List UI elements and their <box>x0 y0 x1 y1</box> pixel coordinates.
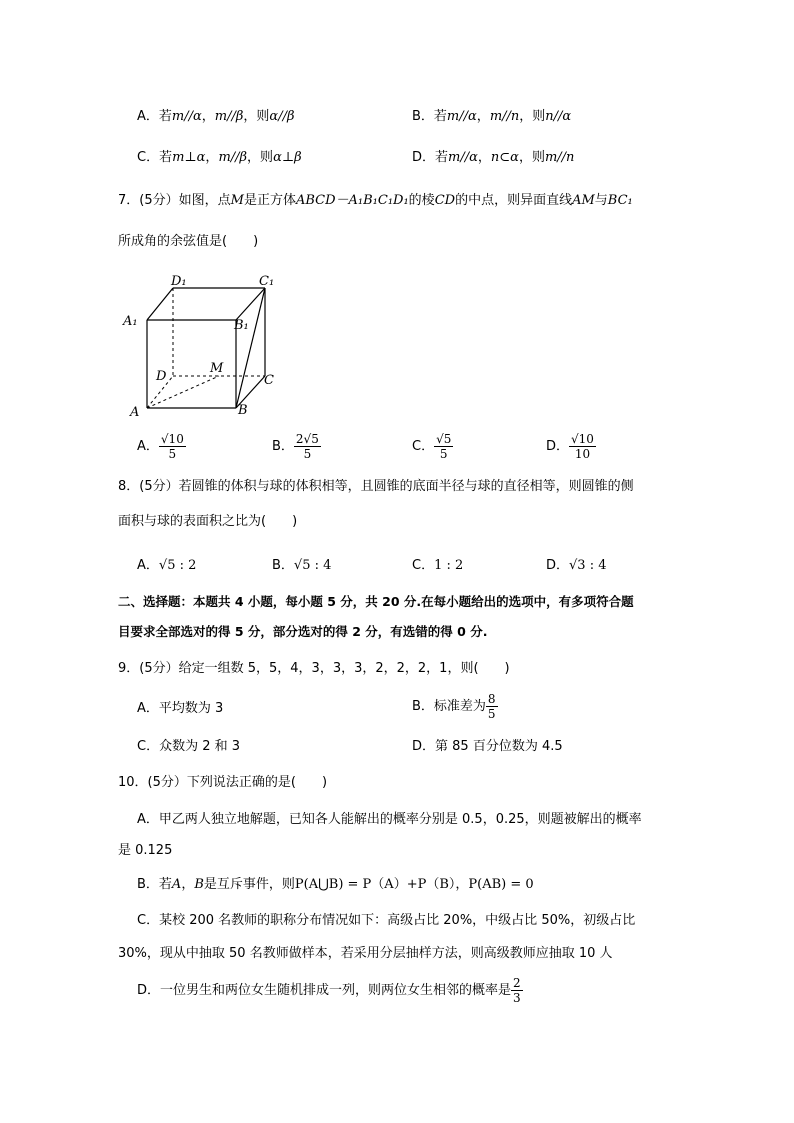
option-value: √5 : 2 <box>158 558 197 573</box>
q9-option-a: A．平均数为 3 <box>137 701 224 716</box>
numerator: 2√5 <box>295 432 319 446</box>
label-d: D <box>156 369 167 384</box>
q10-option-c-line2: 30%，现从中抽取 50 名教师做样本，若采用分层抽样方法，则高级教师应抽取 10 人 <box>118 946 613 961</box>
sep: ， <box>477 150 491 165</box>
sep: ，则 <box>243 109 270 124</box>
cube-figure <box>118 270 288 420</box>
math: m//α <box>446 109 477 124</box>
section2-header-line1: 二、选择题：本题共 4 小题，每小题 5 分，共 20 分.在每小题给出的选项中，有多项符合题 <box>118 594 634 609</box>
option-label: B．标准差为 <box>412 699 486 714</box>
option-label: B．若 <box>412 109 447 124</box>
option-label: D． <box>546 558 570 573</box>
denominator: 3 <box>513 991 521 1005</box>
math: m//β <box>218 150 248 165</box>
fraction <box>511 977 523 1004</box>
option-label: C．若 <box>137 150 173 165</box>
label-a: A <box>130 405 140 420</box>
q9-option-c: C．众数为 2 和 3 <box>137 739 241 754</box>
math: B <box>194 877 204 892</box>
option-label: C． <box>412 558 435 573</box>
math: A <box>171 877 182 892</box>
q7-option-b <box>272 433 321 460</box>
math: m//β <box>214 109 244 124</box>
math: AM <box>572 193 595 208</box>
text: 是正方体 <box>243 193 296 208</box>
q8-option-b <box>272 559 331 572</box>
q10-option-c-line1: C．某校 200 名教师的职称分布情况如下：高级占比 20%，中级占比 50%，初级占比 <box>137 913 636 928</box>
sep: ，则 <box>247 150 274 165</box>
option-value: √3 : 4 <box>569 558 607 573</box>
option-value: 1 : 2 <box>434 558 464 573</box>
denominator: 5 <box>303 447 312 461</box>
option-label: D．一位男生和两位女生随机排成一列，则两位女生相邻的概率是 <box>137 983 512 998</box>
label-b: B <box>238 403 248 418</box>
fraction <box>434 433 453 460</box>
math: CD <box>434 193 456 208</box>
math: BC₁ <box>607 193 633 208</box>
q10-option-d <box>137 977 523 1004</box>
segment-bc1 <box>236 288 265 408</box>
text: B．若 <box>137 877 172 892</box>
math: m//α <box>171 109 202 124</box>
option-label: A． <box>137 558 159 573</box>
math: m//n <box>489 109 520 124</box>
option-label: D． <box>546 439 570 454</box>
q10-option-a-line2: 是 0.125 <box>118 843 173 858</box>
q8-option-c <box>412 559 463 572</box>
math: m⊥α <box>172 150 206 165</box>
option-label: A．若 <box>137 109 172 124</box>
label-d1: D₁ <box>171 274 187 289</box>
edge-a1d1 <box>147 288 173 320</box>
option-label: B． <box>272 558 294 573</box>
option-label: C． <box>412 439 435 454</box>
label-a1: A₁ <box>123 314 138 329</box>
label-b1: B₁ <box>234 318 249 333</box>
fraction <box>486 693 498 720</box>
section2-header-line2: 目要求全部选对的得 5 分，部分选对的得 2 分，有选错的得 0 分. <box>118 624 488 639</box>
text: 的中点，则异面直线 <box>455 193 573 208</box>
sep: ， <box>476 109 490 124</box>
text: ， <box>181 877 195 892</box>
option-label: A． <box>137 439 159 454</box>
fraction <box>294 433 321 460</box>
option-value: √5 : 4 <box>293 558 332 573</box>
sep: ，则 <box>519 109 546 124</box>
text: 7．(5分）如图，点 <box>118 193 231 208</box>
math: m//n <box>544 150 575 165</box>
math: n//α <box>545 109 572 124</box>
text: 与 <box>594 193 608 208</box>
math: α//β <box>269 109 295 124</box>
sep: ， <box>201 109 215 124</box>
q6-option-c <box>137 151 302 164</box>
numerator: √10 <box>571 432 594 446</box>
q10-option-b <box>137 878 534 891</box>
denominator: 10 <box>574 447 591 461</box>
q8-stem-line1: 8．(5分）若圆锥的体积与球的体积相等，且圆锥的底面半径与球的直径相等，则圆锥的侧 <box>118 479 634 494</box>
option-label: D．若 <box>412 150 449 165</box>
denominator: 5 <box>168 447 177 461</box>
sep: ， <box>205 150 219 165</box>
numerator: 8 <box>487 692 496 706</box>
denominator: 5 <box>439 447 448 461</box>
text: 的棱 <box>408 193 435 208</box>
label-c1: C₁ <box>259 274 275 289</box>
q9-stem: 9．(5分）给定一组数 5，5，4，3，3，3，2，2，2，1，则( ) <box>118 661 510 676</box>
numerator: √5 <box>436 432 452 446</box>
q6-option-a <box>137 110 294 123</box>
q8-option-d <box>546 559 607 572</box>
sep: ，则 <box>518 150 545 165</box>
math: n⊂α <box>490 150 519 165</box>
numerator: 2 <box>513 976 521 990</box>
q9-option-d: D．第 85 百分位数为 4.5 <box>412 739 563 754</box>
label-m: M <box>210 361 224 376</box>
q6-option-b <box>412 110 571 123</box>
q7-option-d <box>546 433 596 460</box>
fraction <box>569 433 596 460</box>
fraction <box>159 433 186 460</box>
math: ABCD－A₁B₁C₁D₁ <box>295 193 409 208</box>
denominator: 5 <box>487 707 496 721</box>
q7-option-a <box>137 433 186 460</box>
q9-option-b <box>412 693 498 720</box>
label-c: C <box>264 373 274 388</box>
q8-stem-line2: 面积与球的表面积之比为( ) <box>118 514 298 529</box>
q7-stem-line1 <box>118 194 633 207</box>
math: α⊥β <box>273 150 302 165</box>
q7-stem-line2: 所成角的余弦值是( ) <box>118 234 259 249</box>
option-label: B． <box>272 439 294 454</box>
math: m//α <box>448 150 478 165</box>
q6-option-d <box>412 151 574 164</box>
q10-option-a-line1: A．甲乙两人独立地解题，已知各人能解出的概率分别是 0.5，0.25，则题被解出的概率 <box>137 812 642 827</box>
q7-option-c <box>412 433 453 460</box>
formula: P(A⋃B) = P（A）+P（B），P(AB) = 0 <box>294 877 534 892</box>
text: 是互斥事件，则 <box>203 877 295 892</box>
numerator: √10 <box>160 432 184 446</box>
q10-stem: 10．(5分）下列说法正确的是( ) <box>118 775 328 790</box>
q8-option-a <box>137 559 196 572</box>
math: M <box>230 193 244 208</box>
